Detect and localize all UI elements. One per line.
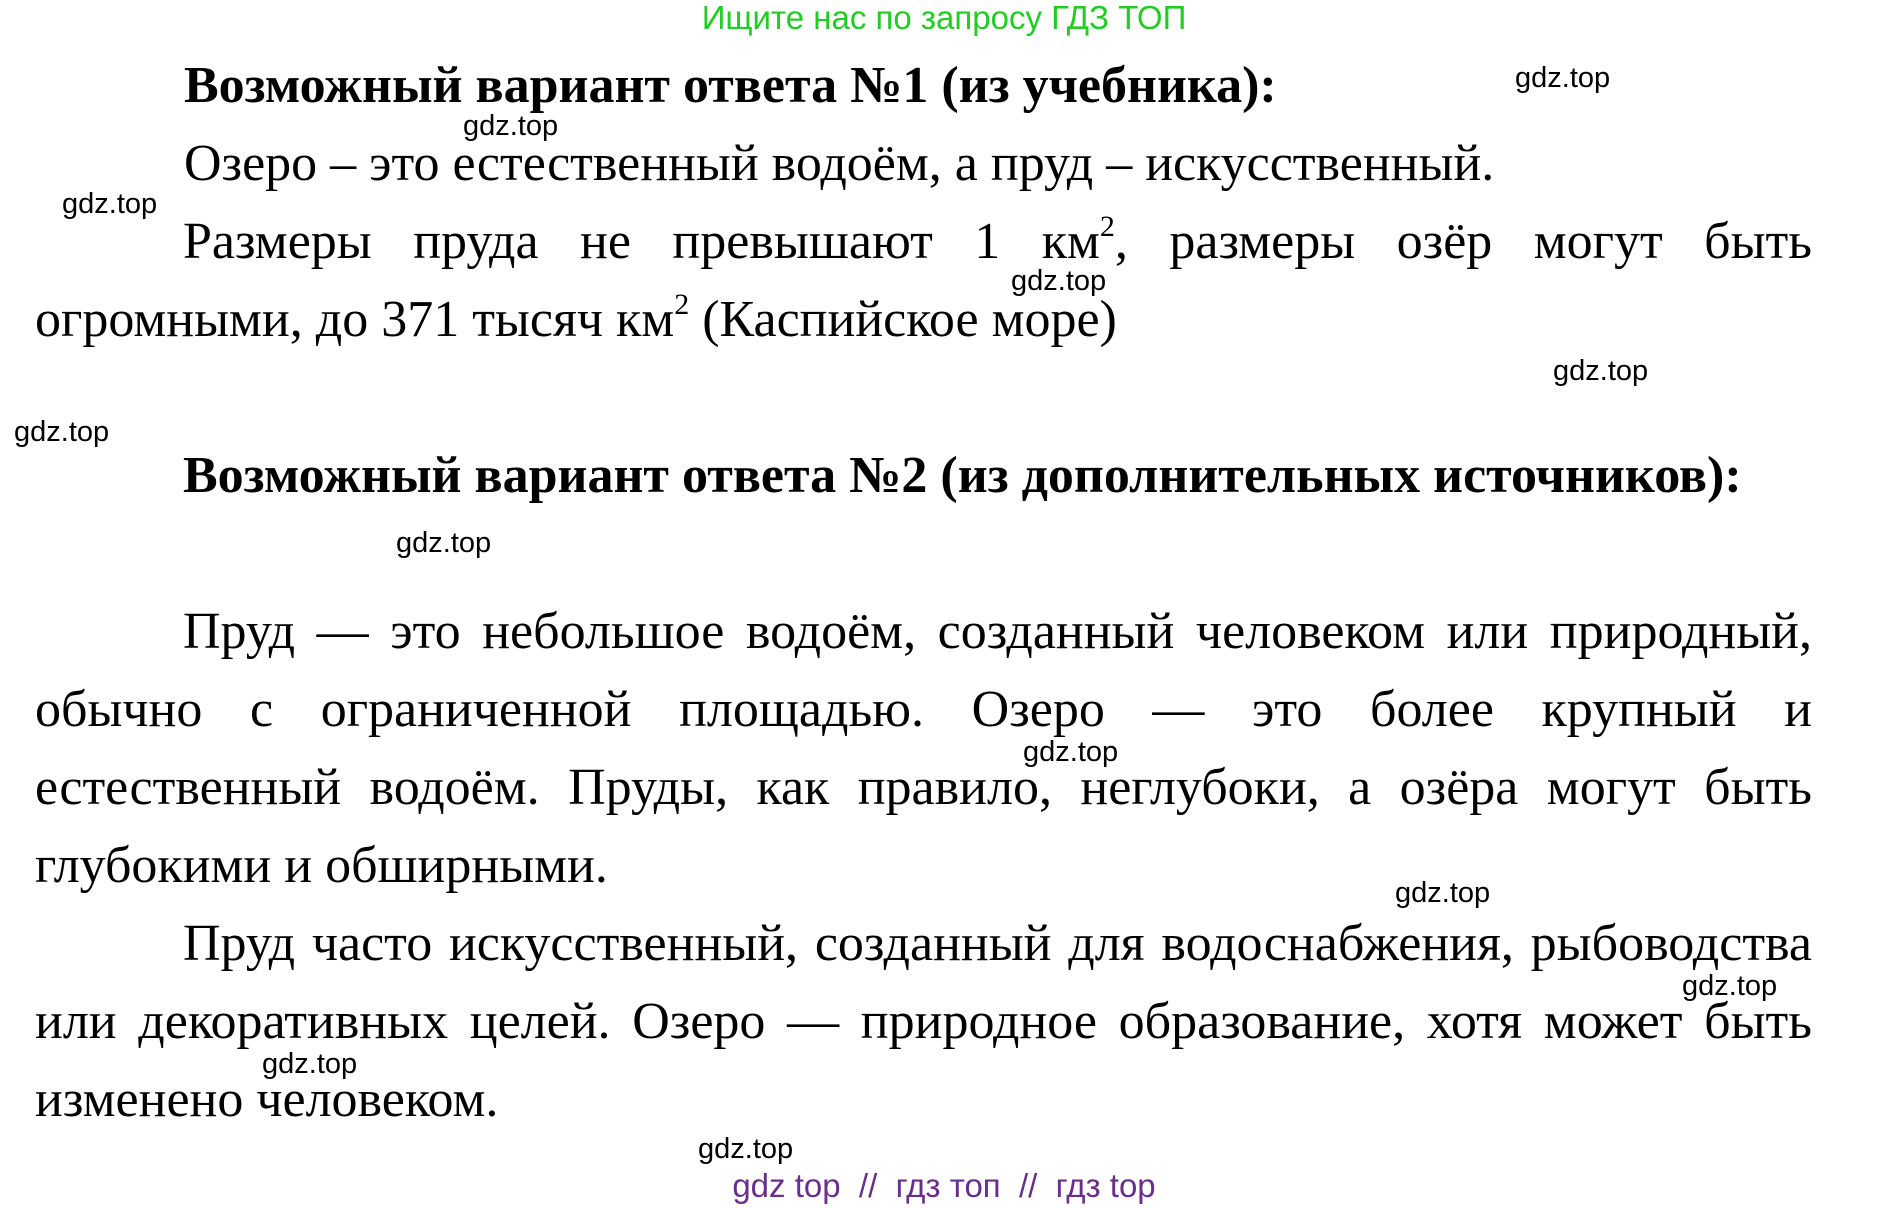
watermark: gdz.top [14,416,110,448]
watermark: gdz.top [396,527,492,559]
watermark: gdz.top [262,1048,358,1080]
watermark: gdz.top [1515,62,1611,94]
answer-1-p2-sup-a: 2 [1099,209,1115,243]
watermark: gdz.top [1553,355,1649,387]
watermark: gdz.top [1682,970,1778,1002]
watermark: gdz.top [1395,877,1491,909]
answer-2-heading: Возможный вариант ответа №2 (из дополнительных источников): [183,447,1742,504]
answer-1-p2-sup-b: 2 [674,287,690,321]
answer-1-heading: Возможный вариант ответа №1 (из учебника): [184,57,1277,114]
search-banner: Ищите нас по запросу ГДЗ ТОП [701,0,1187,36]
footer-links: gdz top // гдз топ // гдз top [732,1167,1156,1204]
answer-1-p2-text-a: Размеры пруда не превышают 1 км [183,213,1100,270]
watermark: gdz.top [62,188,158,220]
answer-1-paragraph-2 [35,203,1812,359]
watermark: gdz.top [1023,736,1119,768]
watermark: gdz.top [1011,265,1107,297]
answer-2-paragraph-2: Пруд часто искусственный, созданный для водоснабжения, рыбоводства или декоративных целей. Озеро — природное образование, хотя может быть изменено человеком. [35,915,1812,1128]
watermark: gdz.top [698,1133,794,1165]
answer-1-p2-text-c: (Каспийское море) [689,291,1117,348]
watermark: gdz.top [463,110,559,142]
answer-2-paragraph-1: Пруд — это небольшое водоём, созданный человеком или природный, обычно с ограниченной площадью. Озеро — это более крупный и естественный водоём. Пруды, как правило, неглубоки, а озёра могут быть глубокими и обширными. [35,603,1812,894]
answer-1-p2-text-b: , размеры озёр могут быть огромными, до 371 тысяч км [35,213,1812,348]
answer-1-line-1: Озеро – это естественный водоём, а пруд – искусственный. [184,135,1495,192]
